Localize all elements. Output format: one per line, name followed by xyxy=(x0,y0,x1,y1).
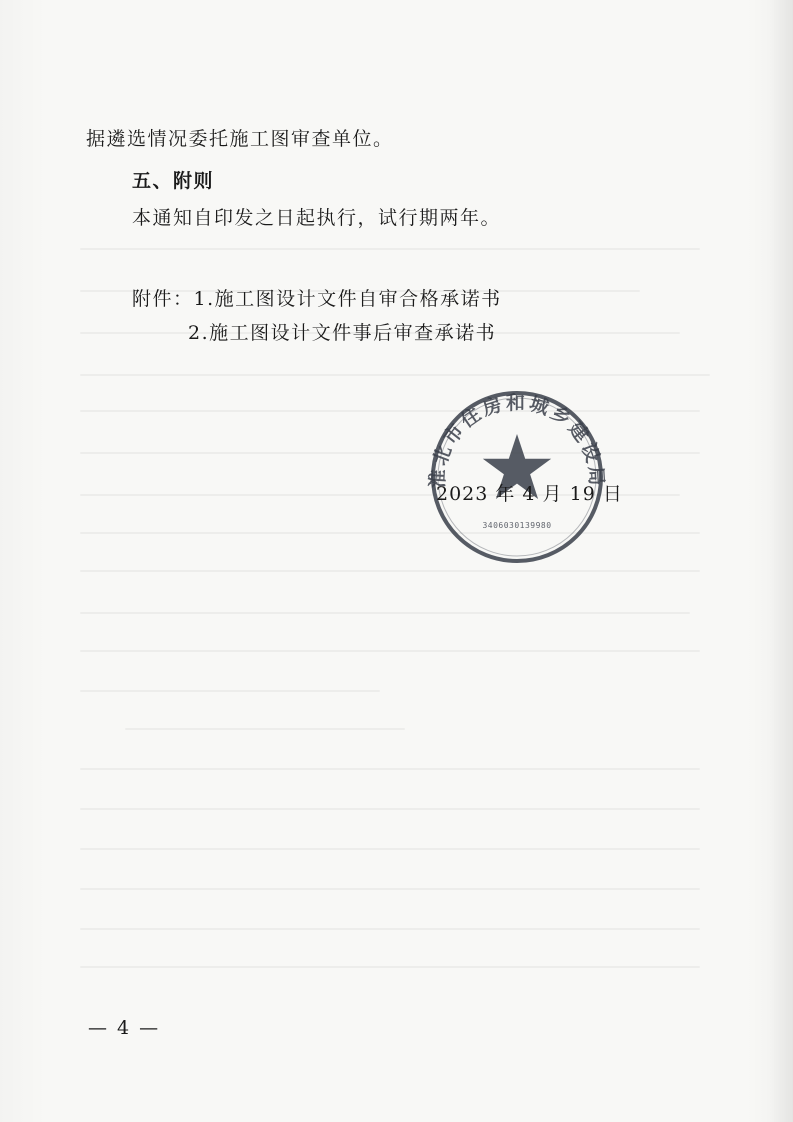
bleed-through-line xyxy=(80,966,700,968)
bleed-through-line xyxy=(80,650,700,652)
body-text-line: 本通知自印发之日起执行，试行期两年。 xyxy=(132,207,502,229)
bleed-through-line xyxy=(80,248,700,250)
attachment-line: 2.施工图设计文件事后审查承诺书 xyxy=(188,322,497,344)
official-seal xyxy=(417,382,617,582)
seal-arc-text: 淮北市住房和城乡建设局 xyxy=(426,391,608,489)
bleed-through-line xyxy=(80,374,710,376)
attachment-line: 附件：1.施工图设计文件自审合格承诺书 xyxy=(132,288,502,310)
page-number: — 4 — xyxy=(88,1017,161,1039)
bleed-through-line xyxy=(80,928,700,930)
seal-code: 3406030139980 xyxy=(482,521,552,530)
issue-date: 2023 年 4 月 19 日 xyxy=(436,483,623,505)
bleed-through-line xyxy=(80,612,690,614)
bleed-through-line xyxy=(80,888,700,890)
body-text-line: 据遴选情况委托施工图审查单位。 xyxy=(86,128,394,150)
bleed-through-line xyxy=(80,768,700,770)
section-heading: 五、附则 xyxy=(132,170,215,192)
bleed-through-line xyxy=(80,848,700,850)
page-edge-shadow xyxy=(769,0,793,1122)
bleed-through-line xyxy=(80,690,380,692)
bleed-through-line xyxy=(80,808,700,810)
bleed-through-line xyxy=(125,728,405,730)
